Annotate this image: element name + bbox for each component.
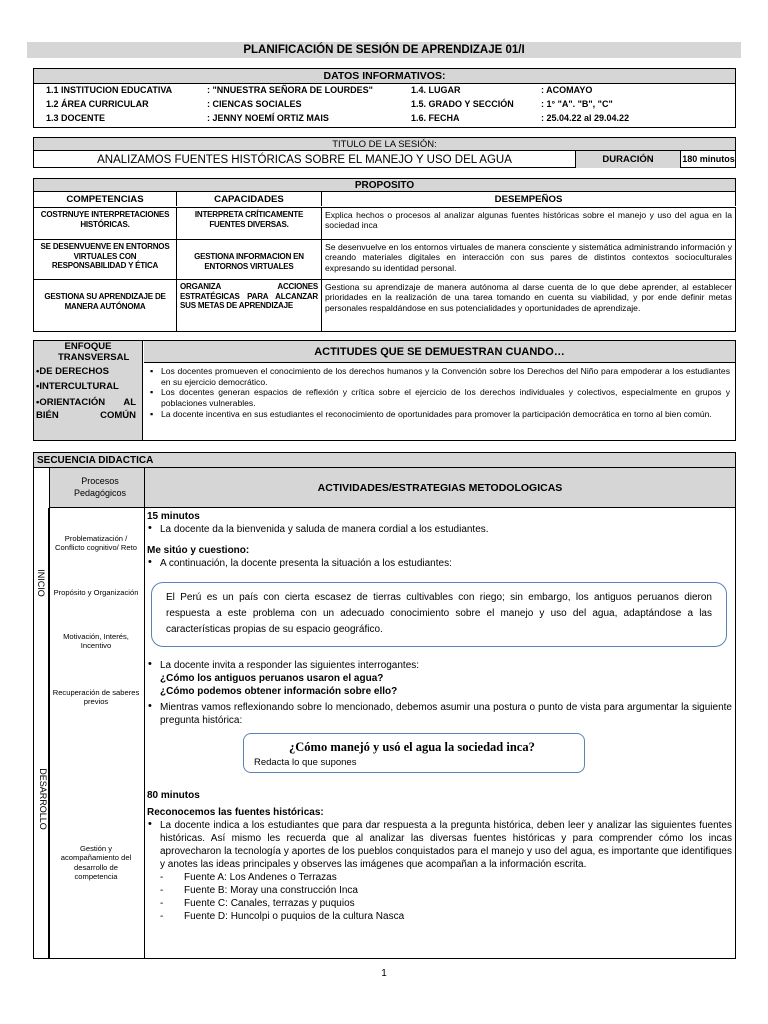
docente-value: : JENNY NOEMÍ ORTIZ MAIS (207, 113, 329, 123)
fuente-d: - Fuente D: Huncolpi o puquios de la cultura Nasca (147, 910, 732, 923)
question-2: ¿Cómo podemos obtener información sobre ello? (160, 686, 398, 697)
fecha-label: 1.6. FECHA (411, 113, 460, 123)
proceso-motivacion: Motivación, Interés, Incentivo (63, 632, 129, 651)
phase-desarrollo: DESARROLLO (38, 768, 48, 830)
fecha-value: : 25.04.22 al 29.04.22 (541, 113, 630, 123)
activity-invita: • La docente invita a responder las siguientes interrogantes: (147, 659, 732, 672)
proceso-problematizacion: Problematización / Conflicto cognitivo/ Reto (55, 534, 137, 553)
activities-content-3 (147, 789, 732, 923)
lugar-label: 1.4. LUGAR (411, 85, 461, 95)
titulo-sesion-section (33, 137, 736, 168)
datos-header: DATOS INFORMATIVOS: (34, 69, 735, 84)
activity-situacion-intro: • A continuación, la docente presenta la situación a los estudiantes: (147, 557, 732, 570)
capacidades-header: CAPACIDADES (176, 192, 321, 206)
phase-inicio: INICIO (36, 569, 46, 597)
activities-content-2 (147, 659, 732, 727)
duracion-label: DURACIÓN (575, 151, 681, 168)
datos-row-2 (34, 98, 735, 112)
time-inicio: 15 minutos (147, 511, 200, 522)
page-title: PLANIFICACIÓN DE SESIÓN DE APRENDIZAJE 01/I (27, 42, 741, 58)
proposito-header: PROPOSITO (33, 178, 736, 192)
competencia-2: SE DESENVUENVE EN ENTORNOS VIRTUALES CON RESPONSABILIDAD Y ÉTICA (33, 239, 177, 280)
desempeno-2: Se desenvuelve en los entornos virtuales de manera consciente y sistemática administrando información y creando materiales digitales en interacción con sus pares de distintos contextos socioculturales expresando su identidad personal. (321, 239, 736, 280)
titulo-sesion-header: TITULO DE LA SESIÓN: (34, 138, 735, 151)
competencias-header: COMPETENCIAS (33, 192, 176, 207)
actitud-1: ▪ Los docentes promueven el conocimiento de los derechos humanos y la Convención sobre los Derechos del Niño para empoderar a los estudiantes en su ejercicio democrático. (148, 366, 730, 387)
capacidad-1: INTERPRETA CRÍTICAMENTE FUENTES DIVERSAS. (176, 207, 322, 240)
fuente-b: - Fuente B: Moray una construcción Inca (147, 884, 732, 897)
institucion-label: 1.1 INSTITUCION EDUCATIVA (46, 85, 173, 95)
enfoque-item-bien-comun: •ORIENTACIÓN AL BIÉN COMÚN (36, 397, 136, 421)
lugar-value: : ACOMAYO (541, 85, 593, 95)
page-number: 1 (381, 968, 387, 979)
activity-bienvenida: • La docente da la bienvenida y saluda de manera cordial a los estudiantes. (147, 523, 732, 536)
proceso-proposito: Propósito y Organización (53, 588, 139, 597)
proceso-gestion: Gestión y acompañamiento del desarrollo de competencia (60, 844, 132, 882)
enfoque-item-derechos: •DE DERECHOS (36, 366, 110, 377)
capacidad-3: ORGANIZA ACCIONES ESTRATÉGICAS PARA ALCANZAR SUS METAS DE APRENDIZAJE (176, 279, 322, 332)
desempeno-3: Gestiona su aprendizaje de manera autónoma al darse cuenta de lo que debe aprender, al establecer prioridades en la realización de una tarea tomando en cuenta su viabilidad, y por ende definir metas personales respaldándose en sus potencialidades y oportunidades de aprendizaje. (321, 279, 736, 332)
area-value: : CIENCAS SOCIALES (207, 99, 302, 109)
datos-informativos-section (33, 68, 736, 128)
desempeno-1: Explica hechos o procesos al analizar algunas fuentes históricas sobre el manejo y uso del agua en la sociedad inca (321, 207, 736, 240)
procesos-header: Procesos Pedagógicos (73, 476, 127, 498)
duracion-value: 180 minutos (682, 154, 735, 164)
secuencia-header: SECUENCIA DIDACTICA (34, 453, 735, 468)
datos-row-1 (34, 84, 735, 98)
pregunta-historica: ¿Cómo manejó y usó el agua la sociedad inca? (289, 740, 535, 754)
docente-label: 1.3 DOCENTE (46, 113, 106, 123)
grado-value: : 1° "A". "B", "C" (541, 99, 613, 109)
redacta-text: Redacta lo que supones (254, 757, 357, 768)
actividades-header: ACTIVIDADES/ESTRATEGIAS METODOLOGICAS (317, 482, 563, 494)
enfoque-section (33, 340, 736, 441)
datos-row-3 (34, 112, 735, 126)
competencia-3: GESTIONA SU APRENDIZAJE DE MANERA AUTÓNOMA (33, 279, 177, 332)
actitud-3: ▪ La docente incentiva en sus estudiantes el reconocimiento de oportunidades para promover la participación democrática en torno al bien común. (148, 409, 730, 420)
fuente-a: - Fuente A: Los Andenes o Terrazas (147, 871, 732, 884)
actitudes-list (148, 366, 730, 420)
activity-indica: • La docente indica a los estudiantes que para dar respuesta a la pregunta histórica, deben leer y analizar las siguientes fuentes históricas. Así mismo les recuerda que al analizar las diversas fuentes históricas y para comprender cómo los incas aprovecharon la tecnología y aportes de los pueblos conquistados para el manejo y uso del agua, es importante que identifiques y anotes las ideas principales y observes las imágenes que acompañan a la información escrita. (147, 819, 732, 871)
enfoque-item-intercultural: •INTERCULTURAL (36, 381, 119, 392)
fuente-c: - Fuente C: Canales, terrazas y puquios (147, 897, 732, 910)
situacion-box: El Perú es un país con cierta escasez de tierras cultivables con riego; sin embargo, los antiguos peruanos dieron respuesta a este problema con un adecuado conocimiento sobre el manejo y uso del agua, adaptándose a las características propias de su espacio geográfico. (151, 582, 727, 647)
time-desarrollo: 80 minutos (147, 790, 200, 801)
session-title: ANALIZAMOS FUENTES HISTÓRICAS SOBRE EL MANEJO Y USO DEL AGUA (97, 154, 512, 166)
institucion-value: : "NNUESTRA SEÑORA DE LOURDES" (207, 85, 373, 95)
activities-content (147, 510, 732, 570)
competencia-1: COSTRNUYE INTERPRETACIONES HISTÓRICAS. (33, 207, 177, 240)
proceso-recuperacion: Recuperación de saberes previos (52, 688, 140, 707)
grado-label: 1.5. GRADO Y SECCIÓN (411, 99, 514, 109)
actitudes-header: ACTITUDES QUE SE DEMUESTRAN CUANDO… (314, 346, 565, 358)
area-label: 1.2 ÁREA CURRICULAR (46, 99, 149, 109)
activity-reconocemos: Reconocemos las fuentes históricas: (147, 807, 324, 818)
activity-reflexion: • Mientras vamos reflexionando sobre lo mencionado, debemos asumir una postura o punto de vista para argumentar la siguiente pregunta histórica: (147, 701, 732, 727)
desempenos-header: DESEMPEÑOS (321, 192, 736, 206)
activity-cuestiono: Me sitúo y cuestiono: (147, 545, 250, 556)
pregunta-box (243, 733, 585, 773)
actitud-2: ▪ Los docentes generan espacios de reflexión y crítica sobre el ejercicio de los derechos individuales y colectivos, especialmente en grupos y poblaciones vulnerables. (148, 387, 730, 408)
capacidad-2: GESTIONA INFORMACION EN ENTORNOS VIRTUALES (176, 239, 322, 280)
enfoque-header: ENFOQUE TRANSVERSAL (58, 341, 130, 363)
question-1: ¿Cómo los antiguos peruanos usaron el agua? (160, 673, 384, 684)
